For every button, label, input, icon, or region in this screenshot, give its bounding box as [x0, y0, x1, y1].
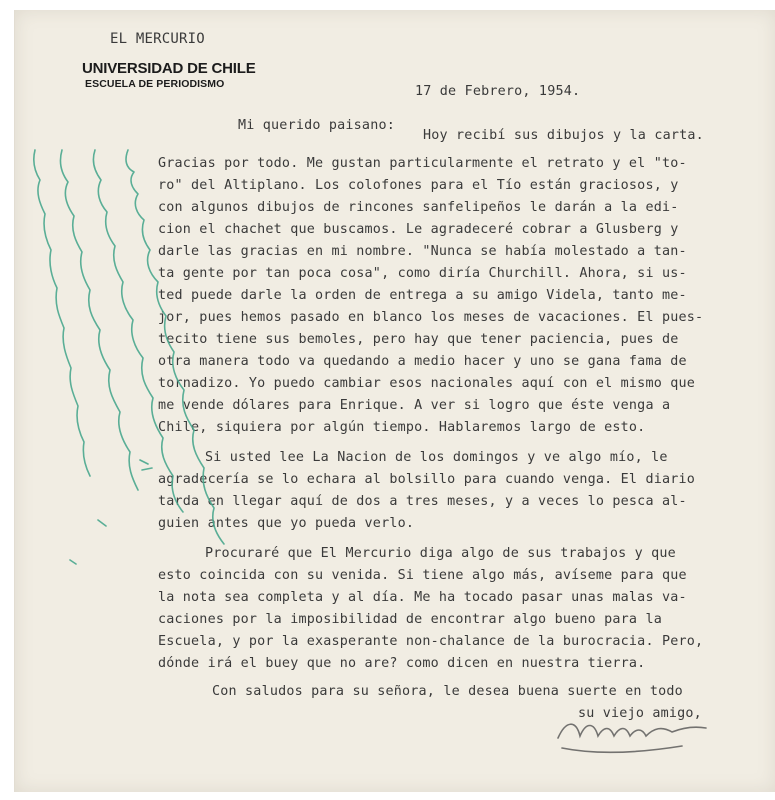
body-line: Procuraré que El Mercurio diga algo de sus trabajos y que [205, 546, 676, 561]
body-line: tarda en llegar aquí de dos a tres meses, y a veces lo pesca al- [158, 494, 687, 509]
letter-date: 17 de Febrero, 1954. [415, 84, 581, 99]
body-line: darle las gracias en mi nombre. "Nunca se había molestado a tan- [158, 244, 687, 259]
body-line: Si usted lee La Nacion de los domingos y ve algo mío, le [205, 450, 668, 465]
body-line: otra manera todo va quedando a medio hacer y uno se gana fama de [158, 354, 687, 369]
body-line: jor, pues hemos pasado en blanco los meses de vacaciones. El pues- [158, 310, 704, 325]
body-line: la nota sea completa y al día. Me ha tocado pasar unas malas va- [158, 590, 687, 605]
body-line: cion el chachet que buscamos. Le agradeceré cobrar a Glusberg y [158, 222, 679, 237]
body-line: me vende dólares para Enrique. A ver si logro que éste venga a [158, 398, 671, 413]
body-line: tornadizo. Yo puedo cambiar esos nacionales aquí con el mismo que [158, 376, 696, 391]
body-line: con algunos dibujos de rincones sanfelipeños le darán a la edi- [158, 200, 679, 215]
body-line: ta gente por tan poca cosa", como diría Churchill. Ahora, si us- [158, 266, 687, 281]
newspaper-name: EL MERCURIO [110, 31, 205, 47]
body-line: ted puede darle la orden de entrega a su amigo Videla, tanto me- [158, 288, 687, 303]
body-line: tecito tiene sus bemoles, pero hay que tener paciencia, pues de [158, 332, 679, 347]
body-line: Chile, siquiera por algún tiempo. Hablaremos largo de esto. [158, 420, 646, 435]
body-line: ro" del Altiplano. Los colofones para el Tío están graciosos, y [158, 178, 679, 193]
body-line: caciones por la imposibilidad de encontrar algo bueno para la [158, 612, 662, 627]
body-line: Escuela, y por la exasperante non-chalance de la burocracia. Pero, [158, 634, 704, 649]
closing-line: Con saludos para su señora, le desea buena suerte en todo [212, 684, 683, 699]
closing-line: su viejo amigo, [578, 706, 702, 721]
body-line: esto coincida con su venida. Si tiene algo más, avíseme para que [158, 568, 687, 583]
body-line: Gracias por todo. Me gustan particularmente el retrato y el "to- [158, 156, 687, 171]
body-line: guien antes que yo pueda verlo. [158, 516, 415, 531]
university-name: UNIVERSIDAD DE CHILE [82, 60, 256, 77]
school-name: ESCUELA DE PERIODISMO [85, 78, 225, 90]
body-line: dónde irá el buey que no are? como dicen en nuestra tierra. [158, 656, 646, 671]
salutation: Mi querido paisano: [238, 118, 395, 133]
body-line: agradecería se lo echara al bolsillo para cuando venga. El diario [158, 472, 696, 487]
body-line: Hoy recibí sus dibujos y la carta. [423, 128, 704, 143]
